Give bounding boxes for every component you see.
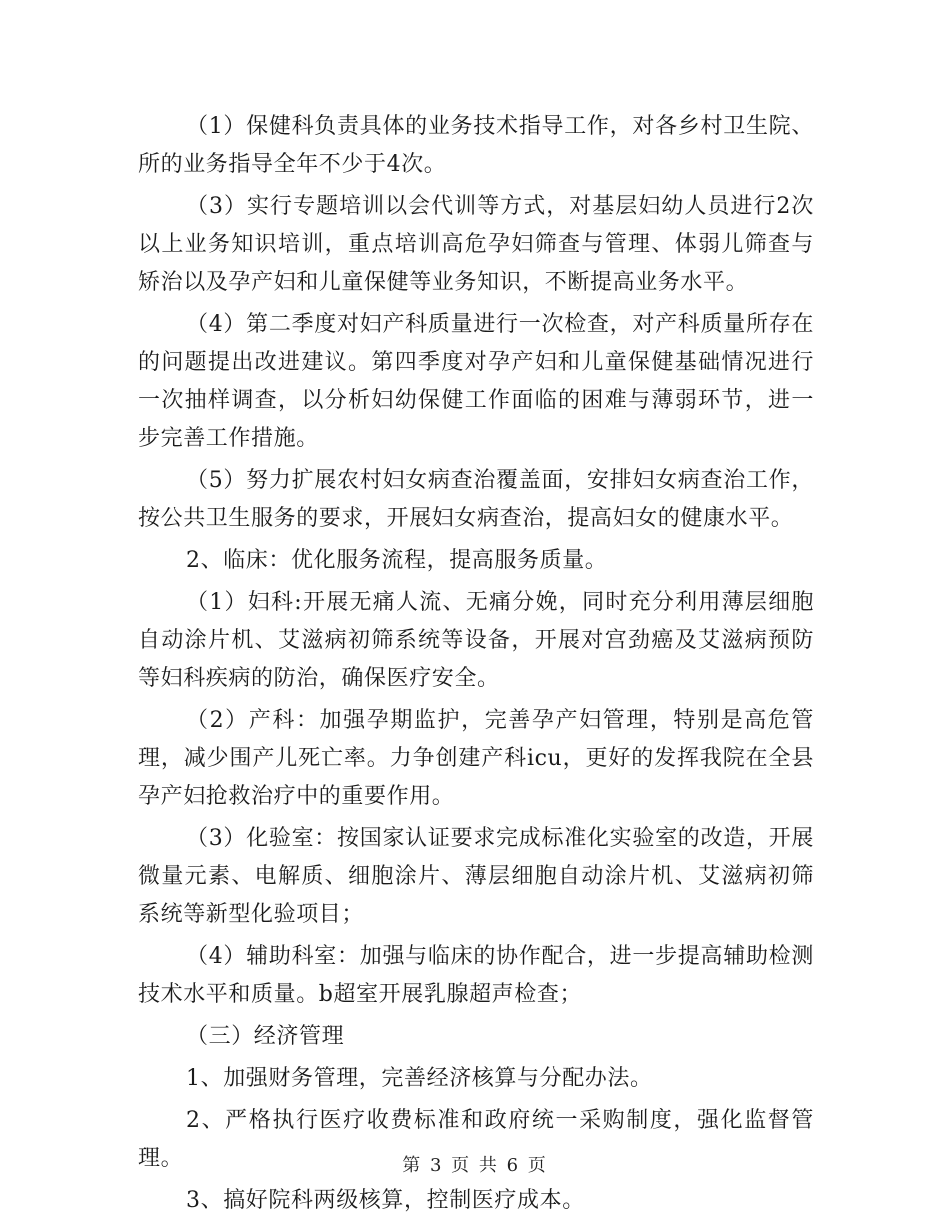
paragraph-cost-control: 3、搞好院科两级核算，控制医疗成本。 (186, 1188, 585, 1213)
paragraph-fee-standards: 2、严格执行医疗收费标准和政府统一采购制度，强化监督管理。 (138, 1108, 814, 1171)
paragraph-laboratory: （3）化验室：按国家认证要求完成标准化实验室的改造，开展微量元素、电解质、细胞涂片、薄层细胞自动涂片机、艾滋病初筛系统等新型化验项目； (138, 826, 814, 927)
paragraph-womens-disease-screening: （5）努力扩展农村妇女病查治覆盖面，安排妇女病查治工作，按公共卫生服务的要求，开展妇女病查治，提高妇女的健康水平。 (138, 468, 814, 531)
page-number-footer: 第 3 页 共 6 页 (402, 1155, 548, 1176)
paragraph-financial-management: 1、加强财务管理，完善经济核算与分配办法。 (186, 1066, 653, 1091)
paragraph-obstetrics: （2）产科：加强孕期监护，完善孕产妇管理，特别是高危管理，减少围产儿死亡率。力争创建产科icu，更好的发挥我院在全县孕产妇抢救治疗中的重要作用。 (138, 708, 814, 809)
paragraph-gynecology: （1）妇科:开展无痛人流、无痛分娩，同时充分利用薄层细胞自动涂片机、艾滋病初筛系统等设备，开展对宫劲癌及艾滋病预防等妇科疾病的防治，确保医疗安全。 (138, 590, 814, 691)
paragraph-auxiliary-departments: （4）辅助科室：加强与临床的协作配合，进一步提高辅助检测技术水平和质量。b超室开展乳腺超声检查； (138, 944, 814, 1007)
paragraph-special-training: （3）实行专题培训以会代训等方式，对基层妇幼人员进行2次以上业务知识培训，重点培训高危孕妇筛查与管理、体弱儿筛查与矫治以及孕产妇和儿童保健等业务知识，不断提高业务水平。 (138, 194, 814, 295)
paragraph-quality-inspection: （4）第二季度对妇产科质量进行一次检查，对产科质量所存在的问题提出改进建议。第四季度对孕产妇和儿童保健基础情况进行一次抽样调查，以分析妇幼保健工作面临的困难与薄弱环节，进一步完善工作措施。 (138, 312, 814, 451)
paragraph-clinical-heading: 2、临床：优化服务流程，提高服务质量。 (186, 548, 608, 573)
section-heading-economic-management: （三）经济管理 (186, 1024, 345, 1049)
document-body (138, 108, 814, 1224)
paragraph-health-guidance: （1）保健科负责具体的业务技术指导工作，对各乡村卫生院、所的业务指导全年不少于4次。 (138, 114, 814, 177)
